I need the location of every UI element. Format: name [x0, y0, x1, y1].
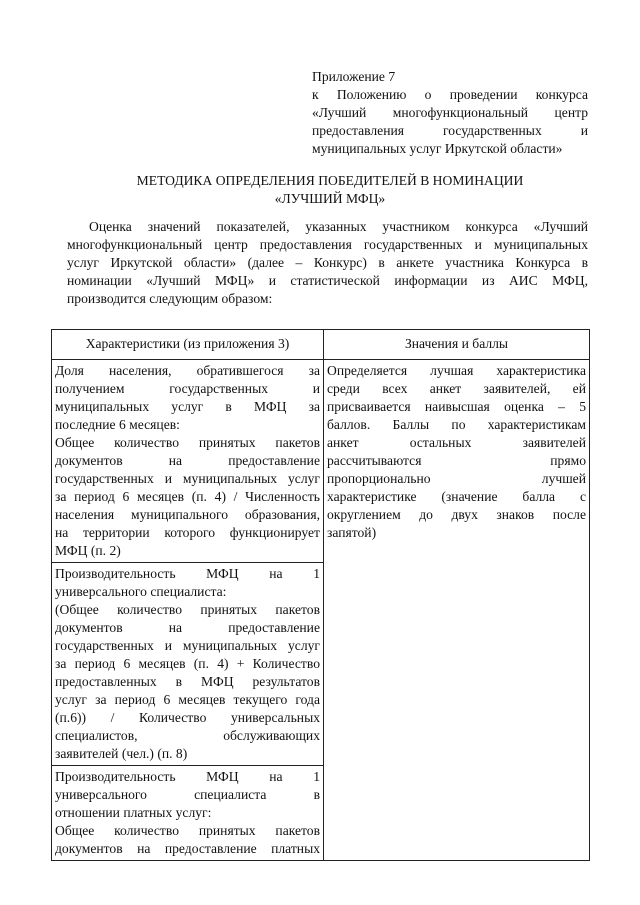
cell-line: государственных и муниципальных услуг	[55, 638, 320, 653]
intro-line: производится следующим образом:	[67, 291, 273, 306]
values-scores-cell	[324, 360, 590, 861]
intro-paragraph	[67, 218, 588, 308]
table-row	[52, 360, 590, 563]
cell-line: рассчитываются прямо	[327, 453, 586, 468]
cell-line: Производительность МФЦ на 1	[55, 769, 320, 784]
cell-line: за период 6 месяцев (п. 4) + Количество	[55, 656, 320, 671]
cell-line: на территории которого функционирует	[55, 525, 320, 540]
row2-characteristic	[52, 563, 324, 766]
row3-characteristic	[52, 766, 324, 861]
intro-line: номинации «Лучший МФЦ» и статистической информации из АИС МФЦ,	[67, 273, 588, 288]
appendix-line: Приложение 7	[312, 69, 396, 84]
cell-line: документов на предоставление	[55, 453, 320, 468]
table-header-row	[52, 330, 590, 360]
cell-line: документов на предоставление	[55, 620, 320, 635]
title-line: МЕТОДИКА ОПРЕДЕЛЕНИЯ ПОБЕДИТЕЛЕЙ В НОМИНАЦИИ	[136, 173, 524, 188]
intro-line: Оценка значений показателей, указанных участником конкурса «Лучший	[89, 219, 588, 234]
cell-line: заявителей (чел.) (п. 8)	[55, 746, 188, 761]
cell-line: баллов. Баллы по характеристикам	[327, 417, 586, 432]
intro-line: многофункциональный центр предоставления государственных и муниципальных	[67, 237, 588, 252]
cell-line: населения муниципального образования,	[55, 507, 320, 522]
cell-line: универсального специалиста:	[55, 584, 227, 599]
cell-line: муниципальных услуг в МФЦ за	[55, 399, 320, 414]
intro-line: услуг Иркутской области» (далее – Конкурс) в анкете участника Конкурса в	[67, 255, 588, 270]
cell-line: за период 6 месяцев (п. 4) / Численность	[55, 489, 320, 504]
cell-line: МФЦ (п. 2)	[55, 543, 121, 558]
cell-line: последние 6 месяцев:	[55, 417, 180, 432]
cell-line: получением государственных и	[55, 381, 320, 396]
appendix-line: муниципальных услуг Иркутской области»	[312, 141, 563, 156]
header-characteristics: Характеристики (из приложения 3)	[52, 330, 324, 360]
document-title	[60, 172, 600, 208]
cell-line: анкет остальных заявителей	[327, 435, 586, 450]
cell-line: Общее количество принятых пакетов	[55, 823, 320, 838]
cell-line: запятой)	[327, 525, 377, 540]
cell-line: (Общее количество принятых пакетов	[55, 602, 320, 617]
cell-line: Определяется лучшая характеристика	[327, 363, 586, 378]
criteria-table	[51, 329, 590, 861]
header-values-scores: Значения и баллы	[324, 330, 590, 360]
cell-line: Производительность МФЦ на 1	[55, 566, 320, 581]
cell-line: Общее количество принятых пакетов	[55, 435, 320, 450]
row1-characteristic	[52, 360, 324, 563]
appendix-header	[312, 68, 588, 158]
appendix-line: к Положению о проведении конкурса	[312, 87, 588, 102]
cell-line: предоставленных в МФЦ результатов	[55, 674, 320, 689]
cell-line: государственных и муниципальных услуг	[55, 471, 320, 486]
title-line: «ЛУЧШИЙ МФЦ»	[274, 191, 386, 206]
appendix-line: предоставления государственных и	[312, 123, 588, 138]
appendix-line: «Лучший многофункциональный центр	[312, 105, 588, 120]
cell-line: документов на предоставление платных	[55, 841, 320, 856]
cell-line: округлением до двух знаков после	[327, 507, 586, 522]
cell-line: (п.6)) / Количество универсальных	[55, 710, 320, 725]
cell-line: универсального специалиста в	[55, 787, 320, 802]
cell-line: характеристике (значение балла с	[327, 489, 586, 504]
cell-line: присваивается наивысшая оценка – 5	[327, 399, 586, 414]
cell-line: Доля населения, обратившегося за	[55, 363, 320, 378]
cell-line: услуг за период 6 месяцев текущего года	[55, 692, 320, 707]
cell-line: специалистов, обслуживающих	[55, 728, 320, 743]
cell-line: среди всех анкет заявителей, ей	[327, 381, 586, 396]
cell-line: пропорционально лучшей	[327, 471, 586, 486]
cell-line: отношении платных услуг:	[55, 805, 212, 820]
